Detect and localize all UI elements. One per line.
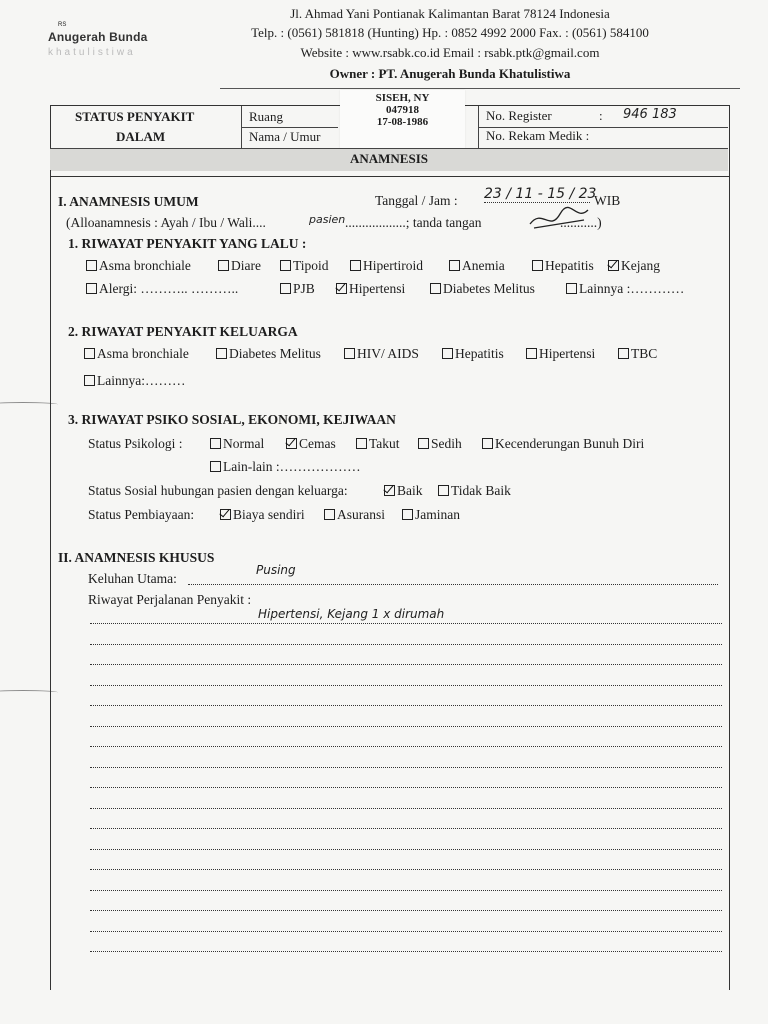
checkbox-option[interactable] [220, 507, 305, 523]
checkbox-label: Cemas [299, 436, 336, 451]
empty-box-icon[interactable] [430, 283, 441, 294]
register-value: 946 183 [623, 107, 677, 122]
empty-box-icon[interactable] [324, 509, 335, 520]
empty-box-icon[interactable] [356, 438, 367, 449]
checkbox-label: Hipertensi [539, 346, 596, 361]
checkbox-option[interactable] [210, 436, 264, 452]
checkbox-label: Lainnya:……… [97, 373, 186, 388]
sticker-name: SISEH, NY [375, 92, 430, 104]
allo-value: pasien [309, 213, 346, 226]
checkbox-label: Asma bronchiale [97, 346, 189, 361]
checkbox-label: Takut [369, 436, 400, 451]
logo-rs-text: RS [58, 22, 67, 28]
checkbox-option[interactable] [608, 258, 660, 274]
checkbox-option[interactable] [84, 346, 189, 362]
writing-line [90, 685, 722, 686]
checkbox-option[interactable] [344, 346, 419, 362]
checked-box-icon[interactable] [384, 485, 395, 496]
tanggal-value: 23 / 11 - 15 / 23 [484, 186, 597, 202]
checkbox-option[interactable] [449, 258, 505, 274]
checkbox-option[interactable] [566, 281, 684, 297]
writing-line [90, 808, 722, 809]
checkbox-option[interactable] [324, 507, 385, 523]
checkbox-option[interactable] [532, 258, 594, 274]
writing-line [90, 746, 722, 747]
sticker-id: 047918 [386, 104, 419, 116]
tanda-tangan-label: ..................; tanda tangan [345, 215, 482, 230]
checkbox-label: Hepatitis [545, 258, 594, 273]
status-title-line1: STATUS PENYAKIT [75, 109, 195, 124]
psiko-label: Status Psikologi : [88, 436, 183, 451]
sticker-dob: 17-08-1986 [376, 116, 429, 128]
empty-box-icon[interactable] [280, 260, 291, 271]
checked-box-icon[interactable] [286, 438, 297, 449]
checkbox-option[interactable] [86, 281, 238, 297]
checkbox-label: Sedih [431, 436, 462, 451]
empty-box-icon[interactable] [566, 283, 577, 294]
checkbox-label: Tipoid [293, 258, 329, 273]
checkbox-option[interactable] [402, 507, 460, 523]
checkbox-label: Anemia [462, 258, 505, 273]
empty-box-icon[interactable] [210, 438, 221, 449]
checkbox-label: Baik [397, 483, 423, 498]
writing-line [90, 910, 722, 911]
ruang-label: Ruang [249, 109, 283, 124]
writing-line [90, 767, 722, 768]
checkbox-option[interactable] [418, 436, 462, 452]
writing-line [90, 890, 722, 891]
empty-box-icon[interactable] [216, 348, 227, 359]
checkbox-label: PJB [293, 281, 315, 296]
writing-line [90, 705, 722, 706]
empty-box-icon[interactable] [449, 260, 460, 271]
checkbox-option[interactable] [526, 346, 595, 362]
writing-line [90, 849, 722, 850]
writing-line [90, 828, 722, 829]
checkbox-option[interactable] [350, 258, 423, 274]
logo-subtitle: khatulistiwa [48, 47, 136, 58]
checked-box-icon[interactable] [336, 283, 347, 294]
riwayat-perjalanan-value: Hipertensi, Kejang 1 x dirumah [258, 607, 445, 621]
checkbox-option[interactable] [84, 373, 185, 389]
riwayat-lalu-title: 1. RIWAYAT PENYAKIT YANG LALU : [68, 236, 307, 251]
header-address: Jl. Ahmad Yani Pontianak Kalimantan Barat 78124 Indonesia [290, 6, 610, 21]
empty-box-icon[interactable] [218, 260, 229, 271]
status-title-line2: DALAM [116, 129, 166, 144]
writing-line [90, 869, 722, 870]
checkbox-label: Hipertensi [349, 281, 406, 296]
psiko-title: 3. RIWAYAT PSIKO SOSIAL, EKONOMI, KEJIWAAN [68, 412, 396, 427]
empty-box-icon[interactable] [86, 283, 97, 294]
header-phone: Telp. : (0561) 581818 (Hunting) Hp. : 0852 4992 2000 Fax. : (0561) 584100 [251, 25, 649, 40]
anamnesis-heading: ANAMNESIS [50, 148, 728, 171]
writing-line [90, 787, 722, 788]
checkbox-label: Biaya sendiri [233, 507, 305, 522]
writing-line [90, 726, 722, 727]
checkbox-option[interactable] [482, 436, 644, 452]
biaya-label: Status Pembiayaan: [88, 507, 195, 522]
empty-box-icon[interactable] [210, 461, 221, 472]
checkbox-label: TBC [631, 346, 658, 361]
keluhan-value: Pusing [256, 563, 296, 577]
checkbox-label: Diabetes Melitus [229, 346, 321, 361]
checkbox-label: Normal [223, 436, 265, 451]
empty-box-icon[interactable] [418, 438, 429, 449]
logo-name: Anugerah Bunda [48, 30, 148, 44]
nama-umur-label: Nama / Umur [249, 129, 321, 144]
writing-line [90, 664, 722, 665]
anamnesis-khusus-title: II. ANAMNESIS KHUSUS [58, 550, 215, 565]
checkbox-option[interactable] [442, 346, 504, 362]
header-divider [220, 88, 740, 89]
checkbox-label: Asuransi [337, 507, 385, 522]
register-colon: : [599, 108, 603, 123]
checkbox-option[interactable] [218, 258, 261, 274]
checkbox-option[interactable] [286, 436, 336, 452]
checkbox-option[interactable] [280, 281, 315, 297]
allo-end: ...........) [560, 215, 602, 230]
empty-box-icon[interactable] [532, 260, 543, 271]
checkbox-option[interactable] [216, 346, 321, 362]
checkbox-label: Alergi: ……….. ……….. [99, 281, 239, 296]
checkbox-label: Diare [231, 258, 261, 273]
checkbox-label: Asma bronchiale [99, 258, 191, 273]
header-web: Website : www.rsabk.co.id Email : rsabk.ptk@gmail.com [300, 45, 600, 60]
empty-box-icon[interactable] [350, 260, 361, 271]
checkbox-label: HIV/ AIDS [357, 346, 419, 361]
header-owner: Owner : PT. Anugerah Bunda Khatulistiwa [329, 66, 571, 81]
empty-box-icon[interactable] [344, 348, 355, 359]
allo-label: (Alloanamnesis : Ayah / Ibu / Wali.... [66, 215, 266, 230]
checkbox-label: Hipertiroid [363, 258, 423, 273]
empty-box-icon[interactable] [84, 375, 95, 386]
empty-box-icon[interactable] [280, 283, 291, 294]
checkbox-label: Lain-lain :……………… [223, 459, 361, 474]
rekam-medik-label: No. Rekam Medik : [486, 128, 590, 143]
empty-box-icon[interactable] [86, 260, 97, 271]
checkbox-label: Kecenderungan Bunuh Diri [495, 436, 645, 451]
writing-line [90, 951, 722, 952]
wib-label: WIB [594, 193, 621, 208]
checkbox-label: Jaminan [415, 507, 460, 522]
empty-box-icon[interactable] [402, 509, 413, 520]
checkbox-option[interactable] [280, 258, 329, 274]
checkbox-label: Tidak Baik [451, 483, 511, 498]
patient-sticker [340, 90, 465, 152]
keluarga-title: 2. RIWAYAT PENYAKIT KELUARGA [68, 324, 298, 339]
checkbox-label: Lainnya :………… [579, 281, 685, 296]
checkbox-label: Hepatitis [455, 346, 504, 361]
checkbox-option[interactable] [618, 346, 657, 362]
empty-box-icon[interactable] [618, 348, 629, 359]
writing-line [90, 931, 722, 932]
checkbox-option[interactable] [356, 436, 400, 452]
checkbox-label: Kejang [621, 258, 660, 273]
keluhan-label: Keluhan Utama: [88, 571, 177, 586]
checkbox-option[interactable] [438, 483, 511, 499]
riwayat-perjalanan-label: Riwayat Perjalanan Penyakit : [88, 592, 252, 607]
checkbox-option[interactable] [86, 258, 191, 274]
checked-box-icon[interactable] [220, 509, 231, 520]
hospital-logo [46, 20, 176, 60]
empty-box-icon[interactable] [442, 348, 453, 359]
checkbox-option[interactable] [336, 281, 405, 297]
anamnesis-umum-title: I. ANAMNESIS UMUM [58, 194, 199, 209]
checkbox-label: Diabetes Melitus [443, 281, 535, 296]
checkbox-option[interactable] [430, 281, 535, 297]
keluhan-line [188, 584, 718, 585]
sosial-label: Status Sosial hubungan pasien dengan keluarga: [88, 483, 348, 498]
writing-line [90, 644, 722, 645]
empty-box-icon[interactable] [526, 348, 537, 359]
checked-box-icon[interactable] [608, 260, 619, 271]
writing-line [90, 623, 722, 624]
register-label: No. Register [486, 108, 552, 123]
empty-box-icon[interactable] [438, 485, 449, 496]
tanggal-label: Tanggal / Jam : [375, 193, 458, 208]
checkbox-option[interactable] [210, 459, 361, 475]
checkbox-option[interactable] [384, 483, 423, 499]
empty-box-icon[interactable] [84, 348, 95, 359]
empty-box-icon[interactable] [482, 438, 493, 449]
